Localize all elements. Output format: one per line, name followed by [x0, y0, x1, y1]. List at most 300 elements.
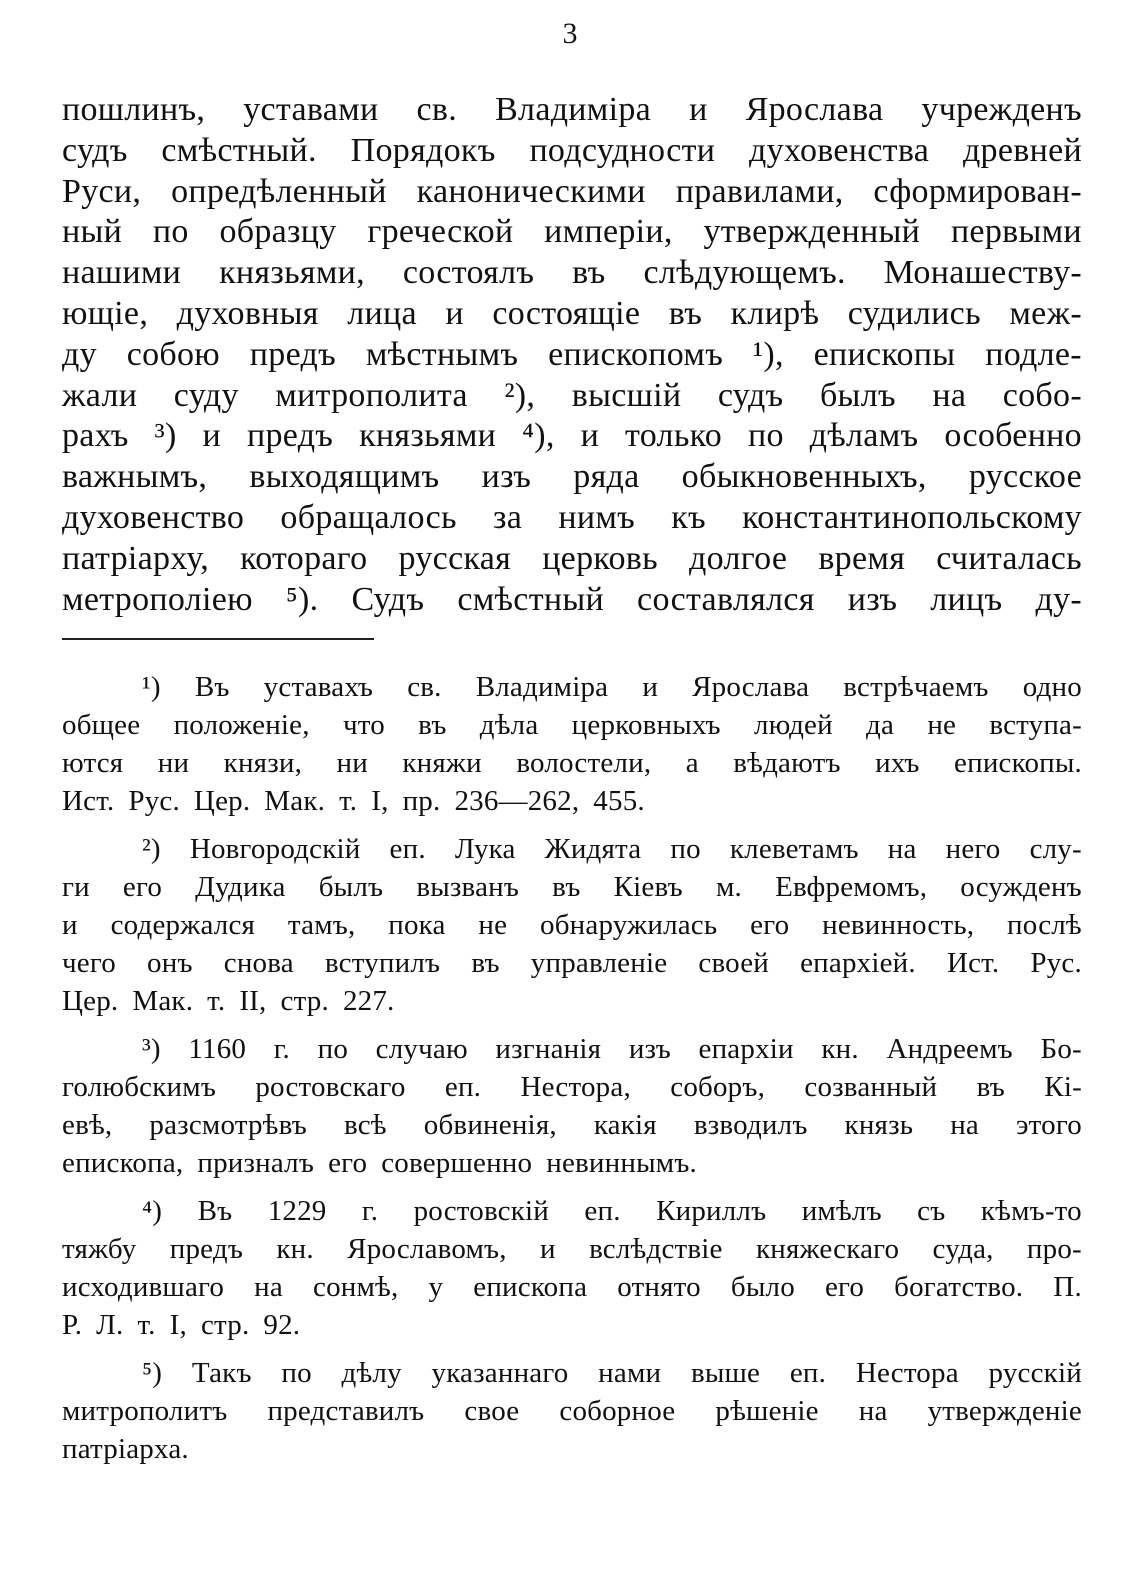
- footnote-line: [62, 1306, 1082, 1344]
- word: особенно: [944, 417, 1082, 455]
- word: положеніе,: [173, 709, 310, 741]
- word: Руси,: [62, 172, 142, 210]
- word: уставахъ: [263, 671, 374, 703]
- page-number: 3: [562, 17, 578, 50]
- word: его: [122, 871, 163, 903]
- word: совершенно: [381, 1147, 533, 1179]
- word: Кі-: [1044, 1071, 1082, 1103]
- word: ни: [336, 747, 368, 779]
- word: въ: [572, 254, 606, 292]
- main-text-line: [62, 498, 1082, 539]
- word: на: [254, 1271, 283, 1303]
- word: и: [445, 294, 464, 332]
- word: изъ: [628, 1033, 671, 1065]
- word: митрополитъ: [62, 1395, 228, 1427]
- word: кн.: [276, 1233, 314, 1265]
- word: за: [493, 498, 523, 536]
- main-text-line: [62, 131, 1082, 172]
- word: княжи: [402, 747, 482, 779]
- word: Евфремомъ,: [775, 871, 928, 903]
- footnote-line: [62, 1068, 1082, 1106]
- word: Ярослава: [692, 671, 810, 703]
- word: П.: [1053, 1271, 1082, 1303]
- word: еп.: [789, 1357, 827, 1389]
- word: снова: [223, 947, 294, 979]
- word: у: [428, 1271, 444, 1303]
- word: м.: [715, 871, 742, 903]
- word: Л.: [96, 1309, 124, 1341]
- word: Нестора,: [520, 1071, 631, 1103]
- word: митрополита: [275, 376, 468, 414]
- word: не: [927, 709, 957, 741]
- word: Мак.: [132, 985, 194, 1017]
- word: соборное: [559, 1395, 676, 1427]
- word: Ярослава: [745, 91, 884, 128]
- footnote-3: [62, 1030, 1082, 1182]
- word: 455.: [593, 785, 645, 817]
- word: представилъ: [267, 1395, 425, 1427]
- word: и: [540, 1233, 556, 1265]
- main-text-line: [62, 457, 1082, 498]
- word: дѣла: [479, 709, 539, 741]
- footnote-5: [62, 1354, 1082, 1468]
- word: ростовскій: [413, 1195, 550, 1227]
- word: послѣ: [1007, 909, 1082, 941]
- footnote-line: [62, 1268, 1082, 1306]
- word: епископы.: [954, 747, 1082, 779]
- footnote-line: [62, 706, 1082, 744]
- word: нами: [598, 1357, 662, 1389]
- word: слѣдующемъ.: [643, 254, 846, 292]
- word: судъ: [62, 131, 128, 169]
- word: ¹): [142, 671, 161, 703]
- word: состоящіе: [492, 294, 641, 332]
- word: изъ: [847, 580, 898, 618]
- word: а: [685, 747, 699, 779]
- word: важнымъ,: [62, 458, 208, 496]
- word: ющіе,: [62, 294, 149, 332]
- word: на: [932, 376, 967, 414]
- word: образцу: [219, 213, 337, 251]
- word: евѣ,: [62, 1109, 113, 1141]
- word: и: [62, 909, 78, 941]
- word: высшій: [571, 376, 682, 414]
- word: судъ: [717, 376, 784, 414]
- word: 1229: [267, 1195, 327, 1227]
- word: греческой: [367, 213, 514, 251]
- word: всѣ: [344, 1109, 387, 1141]
- word: учрежденъ: [921, 91, 1082, 128]
- footnote-line: [62, 1354, 1082, 1392]
- word: 92.: [263, 1309, 301, 1341]
- word: имперіи,: [544, 213, 673, 251]
- word: Владиміра: [495, 91, 652, 128]
- word: суда,: [932, 1233, 994, 1265]
- word: смѣстный: [457, 580, 604, 618]
- word: него: [945, 833, 1001, 865]
- word: ³): [142, 1033, 161, 1065]
- word: 236—262,: [454, 785, 580, 817]
- word: ¹),: [752, 335, 784, 373]
- word: духовенство: [62, 498, 245, 536]
- word: былъ: [819, 376, 896, 414]
- word: его: [824, 1271, 865, 1303]
- word: ⁴),: [522, 417, 555, 455]
- word: Рус.: [1030, 947, 1082, 979]
- footnote-line: [62, 1030, 1082, 1068]
- word: нашими: [62, 254, 182, 292]
- word: изъ: [481, 458, 532, 496]
- word: св.: [416, 91, 458, 128]
- word: въ: [418, 709, 447, 741]
- word: вызванъ: [416, 871, 520, 903]
- word: стр.: [280, 985, 329, 1017]
- word: что: [342, 709, 385, 741]
- word: ду-: [1035, 580, 1082, 618]
- word: только: [625, 417, 723, 455]
- word: невиннымъ.: [546, 1147, 697, 1179]
- word: общее: [62, 709, 141, 741]
- word: про-: [1026, 1233, 1082, 1265]
- word: т.: [137, 1309, 156, 1341]
- word: обнаружилась: [540, 909, 718, 941]
- word: подле-: [985, 335, 1082, 373]
- word: слу-: [1029, 833, 1082, 865]
- word: рахъ: [62, 417, 129, 455]
- word: г.: [361, 1195, 379, 1227]
- word: онъ: [147, 947, 193, 979]
- word: въ: [552, 871, 581, 903]
- word: ²): [142, 833, 161, 865]
- word: вступилъ: [324, 947, 441, 979]
- word: сформирован-: [873, 172, 1082, 210]
- word: чего: [62, 947, 116, 979]
- word: предъ: [246, 417, 334, 455]
- word: какія: [593, 1109, 657, 1141]
- word: указаннаго: [431, 1357, 569, 1389]
- main-text-line: [62, 335, 1082, 376]
- main-text-line: [62, 539, 1082, 580]
- word: нимъ: [558, 498, 636, 536]
- word: разсмотрѣвъ: [149, 1109, 307, 1141]
- word: I,: [169, 1309, 187, 1341]
- word: предъ: [249, 335, 337, 373]
- word: церковь: [542, 539, 658, 577]
- word: на: [858, 1395, 888, 1427]
- word: его: [328, 1147, 368, 1179]
- word: ни: [157, 747, 190, 779]
- word: своей: [698, 947, 769, 979]
- footnote-line: [62, 1230, 1082, 1268]
- word: и: [689, 91, 708, 128]
- word: Рус.: [128, 785, 180, 817]
- footnote-line: [62, 744, 1082, 782]
- word: дѣлу: [341, 1357, 402, 1389]
- footnote-line: [62, 830, 1082, 868]
- word: соборъ,: [670, 1071, 766, 1103]
- word: еп.: [389, 833, 426, 865]
- word: тяжбу: [62, 1233, 137, 1265]
- word: да: [866, 709, 895, 741]
- footnote-line: [62, 1392, 1082, 1430]
- word: ростовскаго: [255, 1071, 406, 1103]
- word: взводилъ: [693, 1109, 808, 1141]
- word: Такъ: [191, 1357, 252, 1389]
- word: Цер.: [62, 985, 119, 1017]
- word: утвержденіе: [927, 1395, 1082, 1427]
- word: кѣмъ-то: [980, 1195, 1082, 1227]
- word: собою: [126, 335, 220, 373]
- word: клирѣ: [730, 294, 820, 332]
- word: князьями: [359, 417, 497, 455]
- word: созванный: [804, 1071, 938, 1103]
- word: Р.: [62, 1309, 83, 1341]
- word: котораго: [240, 539, 368, 577]
- footnote-2: [62, 830, 1082, 1020]
- word: этого: [1016, 1109, 1082, 1141]
- word: выше: [690, 1357, 761, 1389]
- word: подсудности: [529, 131, 716, 169]
- footnote-line: [62, 982, 1082, 1020]
- word: Кіевъ: [613, 871, 683, 903]
- word: т.: [207, 985, 226, 1017]
- word: время: [818, 539, 906, 577]
- word: ³): [154, 417, 177, 455]
- word: Порядокъ: [350, 131, 496, 169]
- word: жали: [62, 376, 138, 414]
- footnote-divider: [62, 638, 374, 640]
- word: стр.: [200, 1309, 250, 1341]
- word: обыкновенныхъ,: [681, 458, 927, 496]
- footnote-line: [62, 944, 1082, 982]
- word: встрѣчаемъ: [843, 671, 989, 703]
- word: волостели,: [516, 747, 652, 779]
- main-text-line: [62, 90, 1082, 131]
- word: Кириллъ: [656, 1195, 767, 1227]
- word: каноническими: [416, 172, 646, 210]
- word: Новгородскій: [189, 833, 361, 865]
- word: древней: [962, 131, 1082, 169]
- word: предъ: [169, 1233, 244, 1265]
- word: епископа,: [62, 1147, 184, 1179]
- word: съ: [917, 1195, 946, 1227]
- word: невинность,: [822, 909, 975, 941]
- word: Бо-: [1040, 1033, 1082, 1065]
- word: I,: [371, 785, 389, 817]
- word: осужденъ: [960, 871, 1082, 903]
- word: и: [642, 671, 659, 703]
- word: ный: [62, 213, 123, 251]
- word: Владиміра: [475, 671, 609, 703]
- word: по: [317, 1033, 349, 1065]
- word: Лука: [454, 833, 516, 865]
- word: ²),: [504, 376, 536, 414]
- word: и: [580, 417, 600, 455]
- word: въ: [976, 1071, 1005, 1103]
- main-text-line: [62, 212, 1082, 253]
- word: Жидята: [544, 833, 642, 865]
- main-text-line: [62, 376, 1082, 417]
- word: долгое: [689, 539, 788, 577]
- footnote-1: [62, 668, 1082, 820]
- word: Ист.: [62, 785, 115, 817]
- word: свое: [464, 1395, 520, 1427]
- word: управленіе: [530, 947, 668, 979]
- word: утвержденный: [703, 213, 921, 251]
- word: считалась: [936, 539, 1082, 577]
- footnote-line: [62, 1430, 1082, 1468]
- main-text-line: [62, 580, 1082, 621]
- word: русское: [968, 458, 1082, 496]
- word: еп.: [444, 1071, 482, 1103]
- main-text-line: [62, 294, 1082, 335]
- word: въ: [471, 947, 500, 979]
- word: смѣстный.: [161, 131, 317, 169]
- footnote-line: [62, 1192, 1082, 1230]
- word: въ: [668, 294, 703, 332]
- word: ихъ: [875, 747, 920, 779]
- main-text: [62, 90, 1082, 620]
- word: ги: [62, 871, 90, 903]
- word: составлялся: [637, 580, 815, 618]
- word: вслѣдствіе: [589, 1233, 723, 1265]
- word: епископы: [813, 335, 956, 373]
- word: его: [750, 909, 790, 941]
- main-text-line: [62, 253, 1082, 294]
- word: клеветамъ: [729, 833, 859, 865]
- word: вѣдаютъ: [733, 747, 841, 779]
- word: содержался: [110, 909, 256, 941]
- word: выходящимъ: [249, 458, 440, 496]
- word: по: [747, 417, 784, 455]
- word: уставами: [243, 91, 379, 128]
- word: кн.: [821, 1033, 859, 1065]
- word: Цер.: [193, 785, 251, 817]
- word: 1160: [188, 1033, 247, 1065]
- footnote-line: [62, 868, 1082, 906]
- word: первыми: [950, 213, 1082, 251]
- word: на: [950, 1109, 979, 1141]
- word: судились: [847, 294, 981, 332]
- word: голюбскимъ: [62, 1071, 217, 1103]
- word: сонмѣ,: [313, 1271, 399, 1303]
- word: церковныхъ: [571, 709, 721, 741]
- word: дѣламъ: [809, 417, 919, 455]
- word: было: [730, 1271, 795, 1303]
- word: призналъ: [197, 1147, 315, 1179]
- word: пока: [388, 909, 446, 941]
- word: по: [152, 213, 189, 251]
- word: имѣлъ: [801, 1195, 882, 1227]
- word: ются: [62, 747, 124, 779]
- word: епархіей.: [800, 947, 916, 979]
- word: былъ: [318, 871, 384, 903]
- word: правилами,: [675, 172, 844, 210]
- word: метрополіею: [62, 580, 253, 618]
- word: II,: [239, 985, 267, 1017]
- word: 227.: [342, 985, 395, 1017]
- word: духовенства: [749, 131, 930, 169]
- word: княжескаго: [755, 1233, 900, 1265]
- word: г.: [273, 1033, 290, 1065]
- word: мѣстнымъ: [365, 335, 519, 373]
- footnote-line: [62, 906, 1082, 944]
- word: Въ: [197, 1195, 233, 1227]
- word: Нестора: [855, 1357, 959, 1389]
- word: не: [478, 909, 508, 941]
- footnote-4: [62, 1192, 1082, 1344]
- word: князьями,: [219, 254, 365, 292]
- footnote-line: [62, 668, 1082, 706]
- word: ⁵).: [285, 580, 319, 618]
- word: Ист.: [946, 947, 1000, 979]
- word: вступа-: [989, 709, 1082, 741]
- word: ⁵): [142, 1357, 163, 1389]
- word: пошлинъ,: [62, 91, 206, 128]
- word: людей: [754, 709, 833, 741]
- word: одно: [1022, 671, 1082, 703]
- word: Судъ: [351, 580, 425, 618]
- word: епископа: [473, 1271, 588, 1303]
- word: патріарху,: [62, 539, 210, 577]
- word: еп.: [584, 1195, 621, 1227]
- word: пр.: [402, 785, 441, 817]
- main-text-line: [62, 172, 1082, 213]
- word: опредѣленный: [171, 172, 387, 210]
- word: обращалось: [280, 498, 457, 536]
- word: т.: [339, 785, 358, 817]
- word: духовныя: [176, 294, 319, 332]
- word: суду: [173, 376, 239, 414]
- word: и: [202, 417, 222, 455]
- word: патріарха.: [62, 1433, 189, 1465]
- word: князи,: [223, 747, 303, 779]
- footnote-line: [62, 1106, 1082, 1144]
- word: къ: [671, 498, 706, 536]
- word: по: [281, 1357, 312, 1389]
- word: случаю: [375, 1033, 468, 1065]
- word: отнято: [617, 1271, 701, 1303]
- word: константинопольскому: [742, 498, 1082, 536]
- word: св.: [407, 671, 442, 703]
- word: обвиненія,: [423, 1109, 557, 1141]
- word: исходившаго: [62, 1271, 225, 1303]
- word: на: [887, 833, 917, 865]
- word: епископомъ: [548, 335, 724, 373]
- word: рѣшеніе: [715, 1395, 819, 1427]
- word: русская: [398, 539, 512, 577]
- footnote-line: [62, 1144, 1082, 1182]
- word: состоялъ: [402, 254, 535, 292]
- word: русскій: [988, 1357, 1082, 1389]
- word: Дудика: [195, 871, 286, 903]
- word: лицъ: [930, 580, 1003, 618]
- footnotes: [62, 668, 1082, 1478]
- footnote-line: [62, 782, 1082, 820]
- word: Монашеству-: [883, 254, 1082, 292]
- word: тамъ,: [287, 909, 356, 941]
- word: епархіи: [698, 1033, 794, 1065]
- word: ряда: [573, 458, 640, 496]
- word: Мак.: [264, 785, 326, 817]
- word: Въ: [194, 671, 230, 703]
- word: изгнанія: [495, 1033, 602, 1065]
- word: меж-: [1009, 294, 1082, 332]
- word: князь: [844, 1109, 914, 1141]
- word: ⁴): [142, 1195, 163, 1227]
- word: Андреемъ: [886, 1033, 1013, 1065]
- word: ду: [62, 335, 97, 373]
